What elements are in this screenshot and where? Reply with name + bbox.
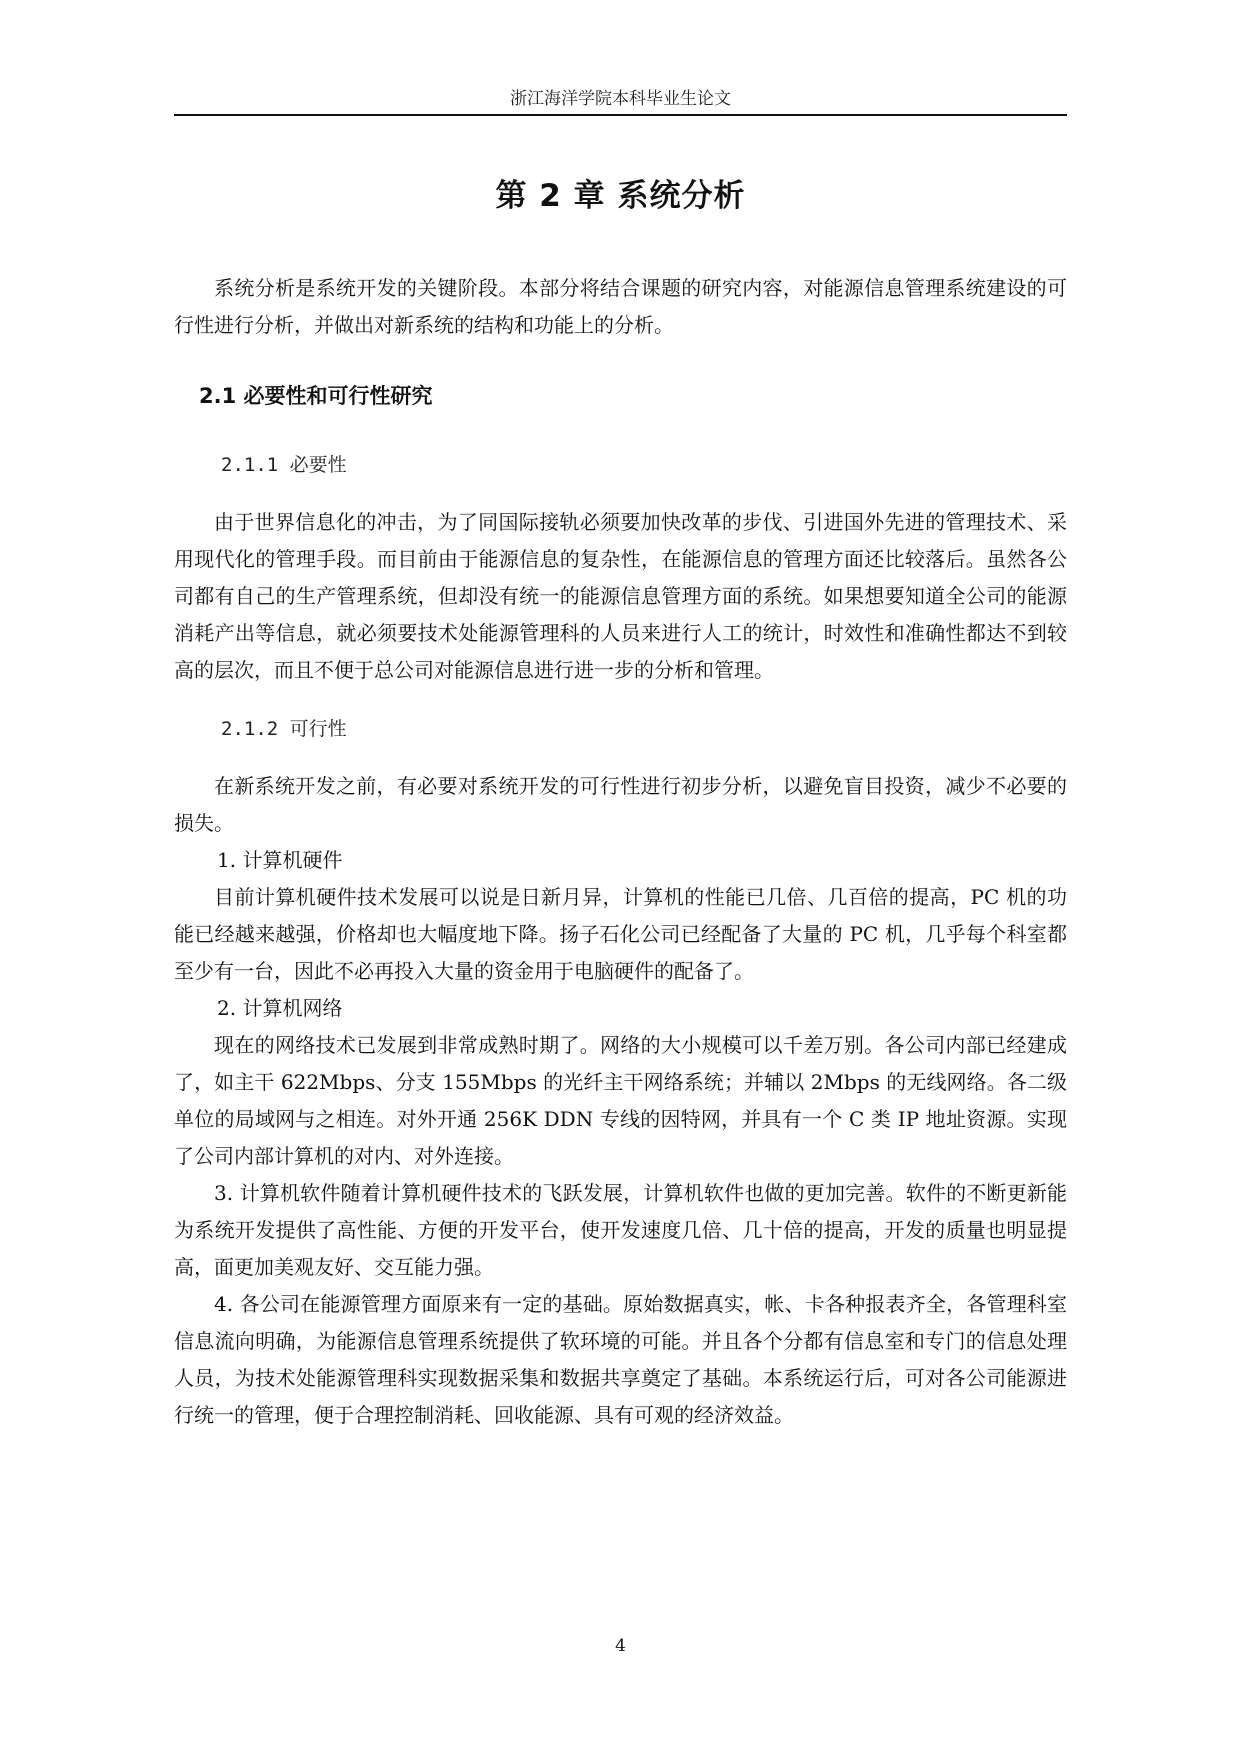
page-number: 4 — [615, 1636, 626, 1656]
item-network-label: 2. 计算机网络 — [217, 996, 343, 1020]
header-rule — [174, 114, 1067, 116]
feasibility-paragraph: 在新系统开发之前，有必要对系统开发的可行性进行初步分析，以避免盲目投资，减少不必要的损失。 — [174, 774, 1067, 835]
subsection-heading-2-1-2: 2.1.2 可行性 — [221, 718, 347, 740]
item-hardware-text: 目前计算机硬件技术发展可以说是日新月异，计算机的性能已几倍、几百倍的提高，PC 机的功能已经越来越强，价格却也大幅度地下降。扬子石化公司已经配备了大量的 PC 机，几乎每个科室都至少有一台，因此不必再投入大量的资金用于电脑硬件的配备了。 — [174, 885, 1067, 983]
item-network-text: 现在的网络技术已发展到非常成熟时期了。网络的大小规模可以千差万别。各公司内部已经建成了，如主干 622Mbps、分支 155Mbps 的光纤主干网络系统；并辅以 2Mbps 的无线网络。各二级单位的局域网与之相连。对外开通 256K DDN 专线的因特网，并具有一个 C 类 IP 地址资源。实现了公司内部计算机的对内、对外连接。 — [174, 1033, 1067, 1168]
chapter-title: 第 2 章 系统分析 — [495, 178, 746, 214]
item-software-text: 3. 计算机软件随着计算机硬件技术的飞跃发展，计算机软件也做的更加完善。软件的不断更新能为系统开发提供了高性能、方便的开发平台，使开发速度几倍、几十倍的提高，开发的质量也明显提高，面更加美观友好、交互能力强。 — [174, 1181, 1067, 1279]
necessity-paragraph: 由于世界信息化的冲击，为了同国际接轨必须要加快改革的步伐、引进国外先进的管理技术、采用现代化的管理手段。而目前由于能源信息的复杂性，在能源信息的管理方面还比较落后。虽然各公司都有自己的生产管理系统，但却没有统一的能源信息管理方面的系统。如果想要知道全公司的能源消耗产出等信息，就必须要技术处能源管理科的人员来进行人工的统计，时效性和准确性都达不到较高的层次，而且不便于总公司对能源信息进行进一步的分析和管理。 — [174, 510, 1067, 682]
item-foundation-text: 4. 各公司在能源管理方面原来有一定的基础。原始数据真实，帐、卡各种报表齐全，各管理科室信息流向明确，为能源信息管理系统提供了软环境的可能。并且各个分都有信息室和专门的信息处理人员，为技术处能源管理科实现数据采集和数据共享奠定了基础。本系统运行后，可对各公司能源进行统一的管理，便于合理控制消耗、回收能源、具有可观的经济效益。 — [174, 1292, 1067, 1427]
intro-paragraph: 系统分析是系统开发的关键阶段。本部分将结合课题的研究内容，对能源信息管理系统建设的可行性进行分析，并做出对新系统的结构和功能上的分析。 — [174, 276, 1067, 337]
item-hardware-label: 1. 计算机硬件 — [217, 848, 343, 872]
document-body — [174, 270, 1067, 1434]
section-heading-2-1: 2.1 必要性和可行性研究 — [199, 384, 433, 408]
subsection-heading-2-1-1: 2.1.1 必要性 — [221, 454, 347, 476]
running-header: 浙江海洋学院本科毕业生论文 — [510, 89, 731, 109]
